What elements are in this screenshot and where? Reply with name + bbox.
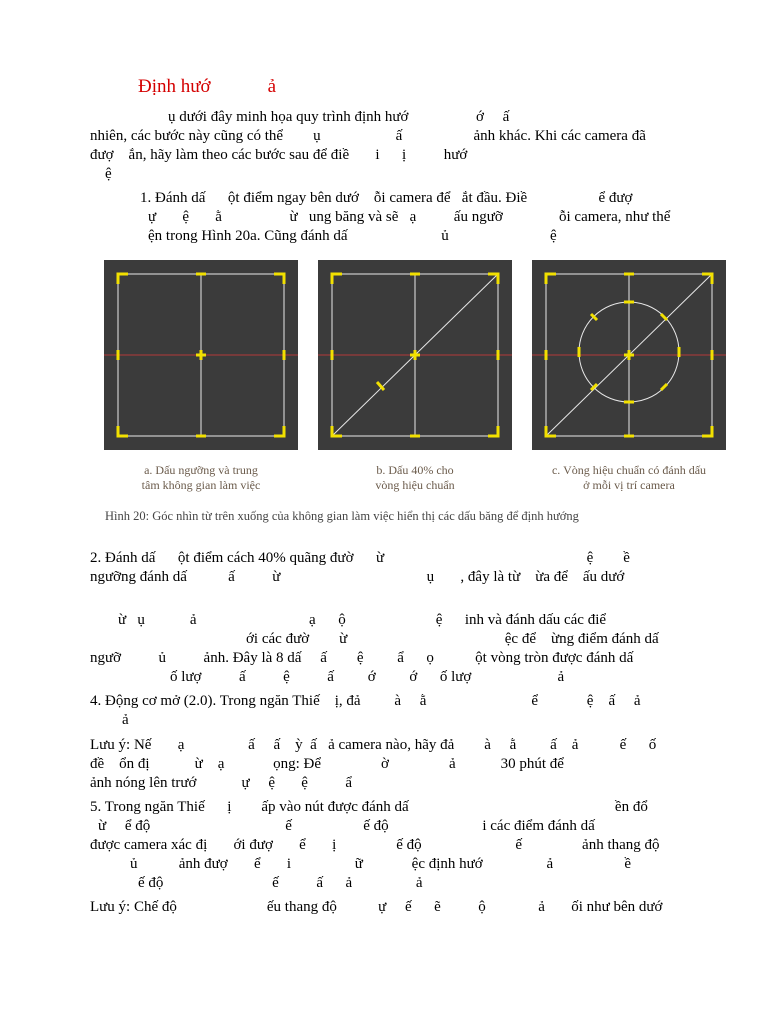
step3-line: ới các đườ ừ ệc để ừng điểm đánh dấ bbox=[246, 631, 659, 647]
intro-line: ệ bbox=[105, 166, 112, 182]
figure-panel-a bbox=[104, 260, 298, 450]
figure-panel-c bbox=[532, 260, 726, 450]
step5-line: ừ ể độ ế ế độ i các điểm đánh dấ bbox=[98, 818, 595, 834]
step5-line: ủ ảnh đượ ể i ữ ệc định hướ ả ề bbox=[130, 856, 632, 872]
step2-line: 2. Đánh dấ ột điểm cách 40% quãng đườ ừ ệ ề bbox=[90, 550, 630, 566]
step3-line: ừ ụ ả ạ ộ ệ inh và đánh dấu các điể bbox=[118, 612, 607, 628]
step1-line: 1. Đánh dấ ột điểm ngay bên dướ ỗi camera để ắt đầu. Điề ể đượ bbox=[140, 190, 633, 206]
figure-caption-b: b. Dấu 40% cho vòng hiệu chuẩn bbox=[375, 463, 455, 492]
note2-line: Lưu ý: Chế độ ếu thang độ ự ế ẽ ộ ả ối như bên dướ bbox=[90, 899, 663, 915]
figure-caption-c: c. Vòng hiệu chuẩn có đánh dấu ở mỗi vị trí camera bbox=[551, 463, 707, 492]
note1-line: ảnh nóng lên trướ ự ệ ệ ẩ bbox=[90, 775, 353, 791]
step4-line: ả bbox=[122, 712, 129, 728]
step1-line: ện trong Hình 20a. Cũng đánh dấ ủ ệ bbox=[148, 228, 557, 244]
note1-line: đề ổn đị ừ ạ ọng: Để ờ ả 30 phút để bbox=[90, 756, 564, 772]
note1-line: Lưu ý: Nế ạ ấ ấ ỳ ấ ả camera nào, hãy đả à ằ ấ ả ế ố bbox=[90, 737, 657, 753]
step5-line: 5. Trong ngăn Thiế ị ấp vào nút được đánh dấ ền đổ bbox=[90, 799, 648, 815]
page-title: Định hướ ả bbox=[138, 76, 277, 97]
figure-caption: Hình 20: Góc nhìn từ trên xuống của không gian làm việc hiển thị các dấu băng để định hướng bbox=[105, 509, 579, 523]
step4-line: 4. Động cơ mở (2.0). Trong ngăn Thiế ị, đả à ằ ể ệ ấ ả bbox=[90, 693, 641, 709]
intro-line: đượ ắn, hãy làm theo các bước sau để điề i ị hướ bbox=[90, 147, 468, 163]
step1-line: ự ệ ằ ừ ung băng và sẽ ạ ấu ngưỡ ỗi camera, như thể bbox=[148, 209, 671, 225]
step3-line: ngưỡ ủ ảnh. Đây là 8 dấ ấ ệ ẩ ọ ột vòng tròn được đánh dấ bbox=[90, 650, 634, 666]
figure-panel-b bbox=[318, 260, 512, 450]
step5-line: ế độ ế ấ ả ả bbox=[138, 875, 423, 891]
intro-line: ụ dưới đây minh họa quy trình định hướ ớ ấ bbox=[168, 109, 510, 125]
step2-line: ngưỡng đánh dấ ấ ừ ụ , đây là từ ừa để ấu dướ bbox=[90, 569, 625, 585]
figure-caption-a: a. Dấu ngưỡng và trung tâm không gian làm việc bbox=[141, 463, 261, 492]
intro-line: nhiên, các bước này cũng có thể ụ ấ ảnh khác. Khi các camera đã bbox=[90, 128, 646, 144]
step3-line: ố lượ ấ ệ ấ ớ ớ ố lượ ả bbox=[170, 669, 565, 685]
step5-line: được camera xác đị ới đượ ể ị ế độ ế ảnh thang độ bbox=[90, 837, 660, 853]
